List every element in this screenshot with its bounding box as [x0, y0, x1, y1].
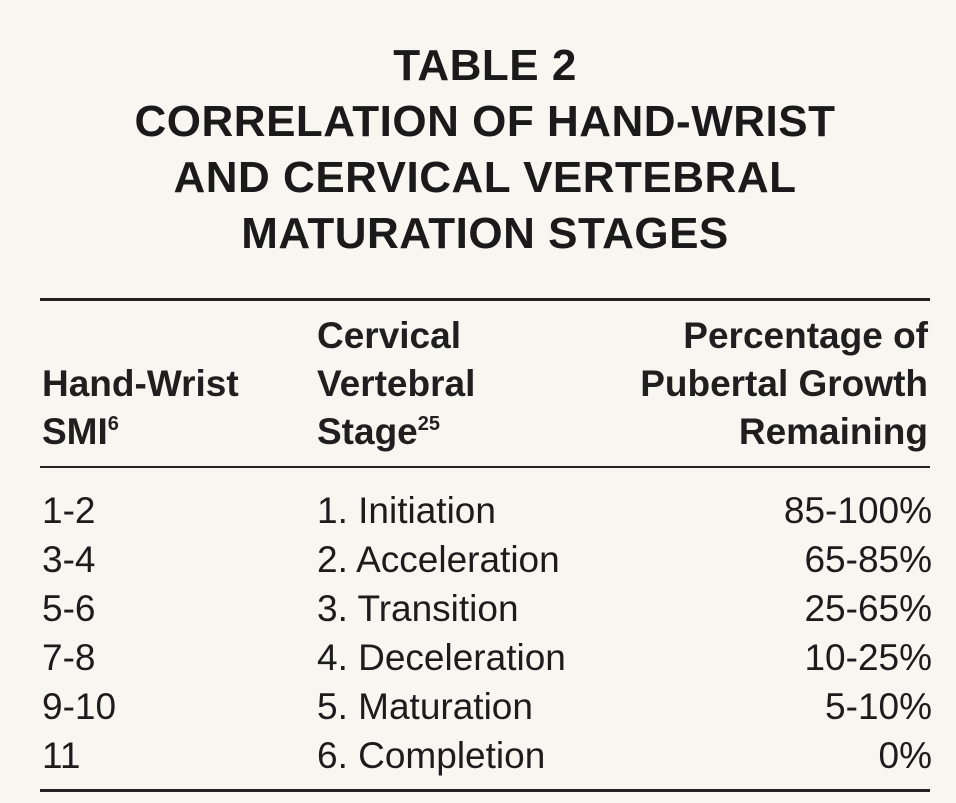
table-body: [40, 486, 930, 780]
header-rule: [40, 466, 930, 468]
table-row: [40, 584, 930, 633]
header-smi-reference: 6: [107, 413, 119, 435]
table-number: TABLE 2: [393, 41, 577, 90]
header-percentage-line-1: Percentage of: [683, 315, 928, 356]
table-title: [40, 38, 930, 262]
header-cervical-line-3: [317, 408, 475, 456]
cell-stage: 6. Completion: [317, 735, 546, 776]
table-caption-line-1: CORRELATION OF HAND-WRIST: [134, 97, 836, 146]
header-percentage-line-3: Remaining: [738, 411, 928, 452]
table-row: [40, 731, 930, 780]
table-caption-line-3: MATURATION STAGES: [241, 209, 729, 258]
header-percentage-remaining: [640, 312, 928, 456]
top-rule: [40, 298, 930, 301]
header-smi-text: SMI: [42, 411, 108, 452]
table-row: [40, 486, 930, 535]
cell-percent: 5-10%: [825, 686, 932, 727]
bottom-rule: [40, 789, 930, 792]
cell-smi: 1-2: [42, 490, 96, 531]
cell-smi: 3-4: [42, 539, 96, 580]
cell-smi: 7-8: [42, 637, 96, 678]
table-row: [40, 682, 930, 731]
header-cervical-line-2: Vertebral: [317, 363, 476, 404]
cell-percent: 65-85%: [804, 539, 932, 580]
header-cervical-vertebral-stage: [317, 312, 475, 456]
header-hand-wrist-smi: [42, 360, 239, 456]
cell-stage: 4. Deceleration: [317, 637, 566, 678]
header-stage-reference: 25: [417, 413, 441, 435]
header-hand-wrist-line-1: Hand-Wrist: [42, 363, 239, 404]
cell-smi: 9-10: [42, 686, 117, 727]
cell-percent: 25-65%: [804, 588, 932, 629]
cell-percent: 10-25%: [804, 637, 932, 678]
header-percentage-line-2: Pubertal Growth: [640, 363, 928, 404]
header-hand-wrist-line-2: [42, 408, 239, 456]
cell-smi: 5-6: [42, 588, 96, 629]
header-stage-text: Stage: [317, 411, 418, 452]
table-row: [40, 535, 930, 584]
table-row: [40, 633, 930, 682]
cell-stage: 2. Acceleration: [317, 539, 560, 580]
cell-stage: 3. Transition: [317, 588, 519, 629]
table-caption-line-2: AND CERVICAL VERTEBRAL: [173, 153, 797, 202]
cell-stage: 5. Maturation: [317, 686, 533, 727]
cell-percent: 85-100%: [783, 490, 932, 531]
header-cervical-line-1: Cervical: [317, 315, 461, 356]
cell-percent: 0%: [878, 735, 932, 776]
cell-smi: 11: [42, 735, 81, 776]
cell-stage: 1. Initiation: [317, 490, 496, 531]
